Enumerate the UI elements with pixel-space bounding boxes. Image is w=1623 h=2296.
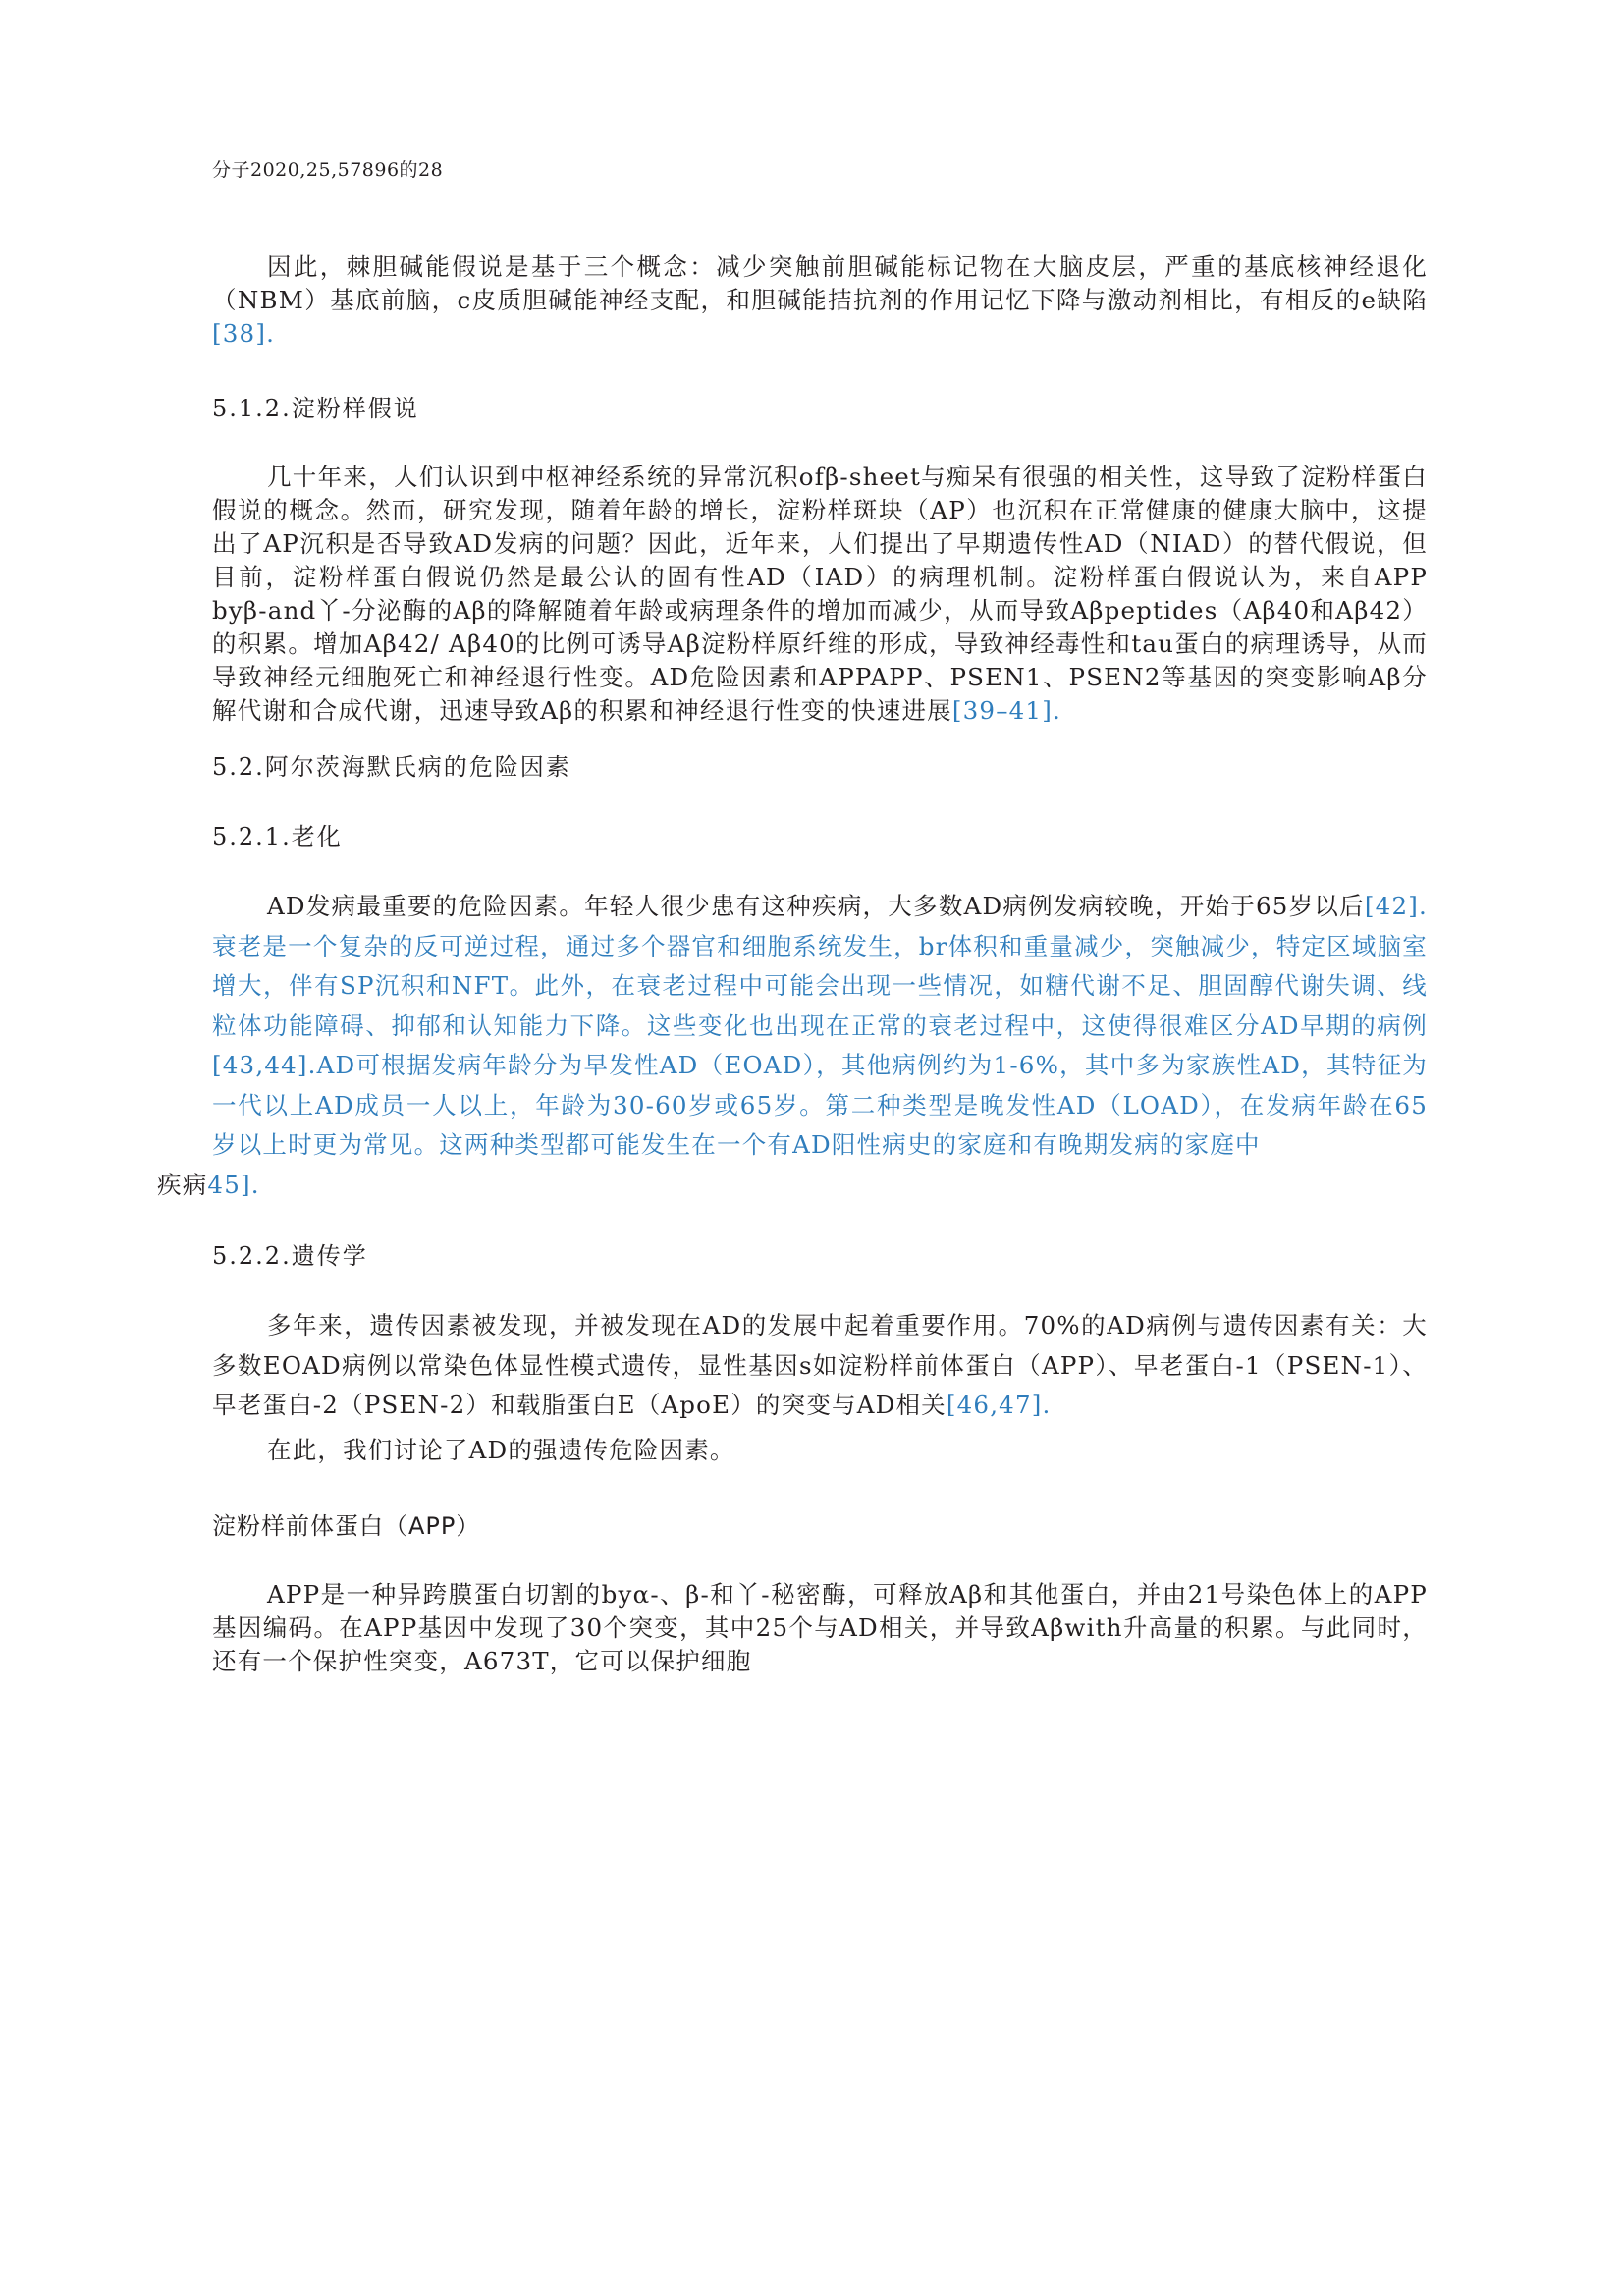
citation-link[interactable]: 45].: [207, 1170, 260, 1199]
paragraph-text: AD发病最重要的危险因素。年轻人很少患有这种疾病，大多数AD病例发病较晚，开始于65岁以后: [267, 892, 1365, 920]
paragraph-text: 因此，棘胆碱能假说是基于三个概念：减少突触前胆碱能标记物在大脑皮层，严重的基底核神经退化（NBM）基底前脑，c皮质胆碱能神经支配，和胆碱能拮抗剂的作用记忆下降与激动剂相比，有相反的e缺陷: [212, 252, 1428, 314]
paragraph-app: [212, 1578, 1428, 1678]
paragraph-amyloid: [212, 461, 1428, 728]
citation-link[interactable]: [38].: [212, 319, 276, 348]
paragraph-text-highlighted: 衰老是一个复杂的反可逆过程，通过多个器官和细胞系统发生，br体积和重量减少，突触减少，特定区域脑室增大，伴有SP沉积和NFT。此外，在衰老过程中可能会出现一些情况，如糖代谢不足、胆固醇代谢失调、线粒体功能障碍、抑郁和认知能力下降。这些变化也出现在正常的衰老过程中，这使得很难区分AD早期的病例[43,44].AD可根据发病年龄分为早发性AD（EOAD），其他病例约为1-6%，其中多为家族性AD，其特征为一代以上AD成员一人以上，年龄为30-60岁或65岁。第二种类型是晚发性AD（LOAD），在发病年龄在65岁以上时更为常见。这两种类型都可能发生在一个有AD阳性病史的家庭和有晚期发病的家庭中: [212, 931, 1428, 1159]
paragraph-genetics: [212, 1306, 1428, 1426]
body-content: [157, 250, 1428, 1678]
section-heading-5-1-2: 5.1.2.淀粉样假说: [212, 395, 419, 422]
running-header: 分子2020,25,57896的28: [212, 159, 444, 181]
paragraph-discussion: [212, 1434, 1428, 1467]
paragraph-text: 在此，我们讨论了AD的强遗传危险因素。: [267, 1435, 735, 1464]
section-heading-5-2-1: 5.2.1.老化: [212, 823, 343, 850]
paragraph-text: 几十年来，人们认识到中枢神经系统的异常沉积ofβ-sheet与痴呆有很强的相关性，这导致了淀粉样蛋白假说的概念。然而，研究发现，随着年龄的增长，淀粉样斑块（AP）也沉积在正常健康的健康大脑中，这提出了AP沉积是否导致AD发病的问题？因此，近年来，人们提出了早期遗传性AD（NIAD）的替代假说，但目前，淀粉样蛋白假说仍然是最公认的固有性AD（IAD）的病理机制。淀粉样蛋白假说认为，来自APP byβ-and丫-分泌酶的Aβ的降解随着年龄或病理条件的增加而减少，从而导致Aβpeptides（Aβ40和Aβ42）的积累。增加Aβ42/ Aβ40的比例可诱导Aβ淀粉样原纤维的形成，导致神经毒性和tau蛋白的病理诱导，从而导致神经元细胞死亡和神经退行性变。AD危险因素和APPAPP、PSEN1、PSEN2等基因的突变影响Aβ分解代谢和合成代谢，迅速导致Aβ的积累和神经退行性变的快速进展: [212, 463, 1428, 725]
citation-link[interactable]: [39–41].: [951, 696, 1061, 725]
paragraph-cholinergic: [212, 250, 1428, 351]
section-heading-5-2: 5.2.阿尔茨海默氏病的危险因素: [212, 753, 571, 781]
citation-link[interactable]: [46,47].: [946, 1391, 1052, 1419]
paragraph-tail: 疾病: [157, 1170, 208, 1199]
section-heading-app: 淀粉样前体蛋白（APP）: [212, 1511, 481, 1540]
paragraph-aging: [157, 887, 1428, 1205]
section-heading-5-2-2: 5.2.2.遗传学: [212, 1242, 368, 1270]
paragraph-text: APP是一种异跨膜蛋白切割的byα-、β-和丫-秘密酶，可释放Aβ和其他蛋白，并由21号染色体上的APP基因编码。在APP基因中发现了30个突变，其中25个与AD相关，并导致Aβwith升高量的积累。与此同时，还有一个保护性突变，A673T，它可以保护细胞: [212, 1579, 1428, 1675]
citation-link[interactable]: [42].: [1364, 892, 1428, 920]
paragraph-text: 多年来，遗传因素被发现，并被发现在AD的发展中起着重要作用。70%的AD病例与遗传因素有关：大多数EOAD病例以常染色体显性模式遗传，显性基因s如淀粉样前体蛋白（APP）、早老蛋白-1（PSEN-1）、早老蛋白-2（PSEN-2）和载脂蛋白E（ApoE）的突变与AD相关: [212, 1311, 1428, 1419]
